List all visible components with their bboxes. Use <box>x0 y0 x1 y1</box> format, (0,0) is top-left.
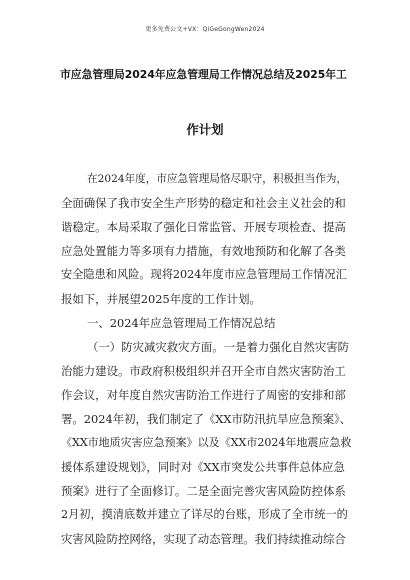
document-title-line-2: 作计划 <box>186 122 224 137</box>
body-line: 预案》进行了全面修订。二是全面完善灾害风险防控体系 <box>61 484 346 498</box>
body-line: 谐稳定。本局采取了强化日常监管、开展专项检查、提高 <box>61 220 346 234</box>
body-line: 安全隐患和风险。现将2024年度市应急管理局工作情况汇 <box>61 268 347 281</box>
body-line: 援体系建设规划》，同时对《XX市突发公共事件总体应急 <box>61 460 345 474</box>
body-line: 2月初，摸清底数并建立了详尽的台账，形成了全市统一的 <box>61 508 348 521</box>
body-line: 署。2024年初，我们制定了《XX市防汛抗旱应急预案》、 <box>61 412 352 426</box>
body-line: 治能力建设。市政府积极组织并召开全市自然灾害防治工 <box>61 364 346 378</box>
body-line: 全面确保了我市安全生产形势的稳定和社会主义社会的和 <box>61 196 346 210</box>
body-line: 《XX市地质灾害应急预案》以及《XX市2024年地震应急救 <box>61 436 352 449</box>
body-line: 灾害风险防控网络，实现了动态管理。我们持续推动综合 <box>61 532 346 546</box>
section-heading: 一、2024年应急管理局工作情况总结 <box>87 316 276 330</box>
body-line: 应急处置能力等多项有力措施，有效地预防和化解了各类 <box>61 244 346 258</box>
body-line: 在2024年度，市应急管理局恪尽职守，积极担当作为， <box>87 173 348 185</box>
body-line: 报如下，并展望2025年度的工作计划。 <box>61 292 261 306</box>
document-title-line-1: 市应急管理局2024年应急管理局工作情况总结及2025年工 <box>60 68 347 81</box>
header-note: 更多免费公文+VX：QiGeGongWen2024 <box>145 26 265 33</box>
body-line: 作会议，对年度自然灾害防治工作进行了周密的安排和部 <box>61 388 346 402</box>
body-line: （一）防灾减灾救灾方面。一是着力强化自然灾害防 <box>87 340 349 354</box>
